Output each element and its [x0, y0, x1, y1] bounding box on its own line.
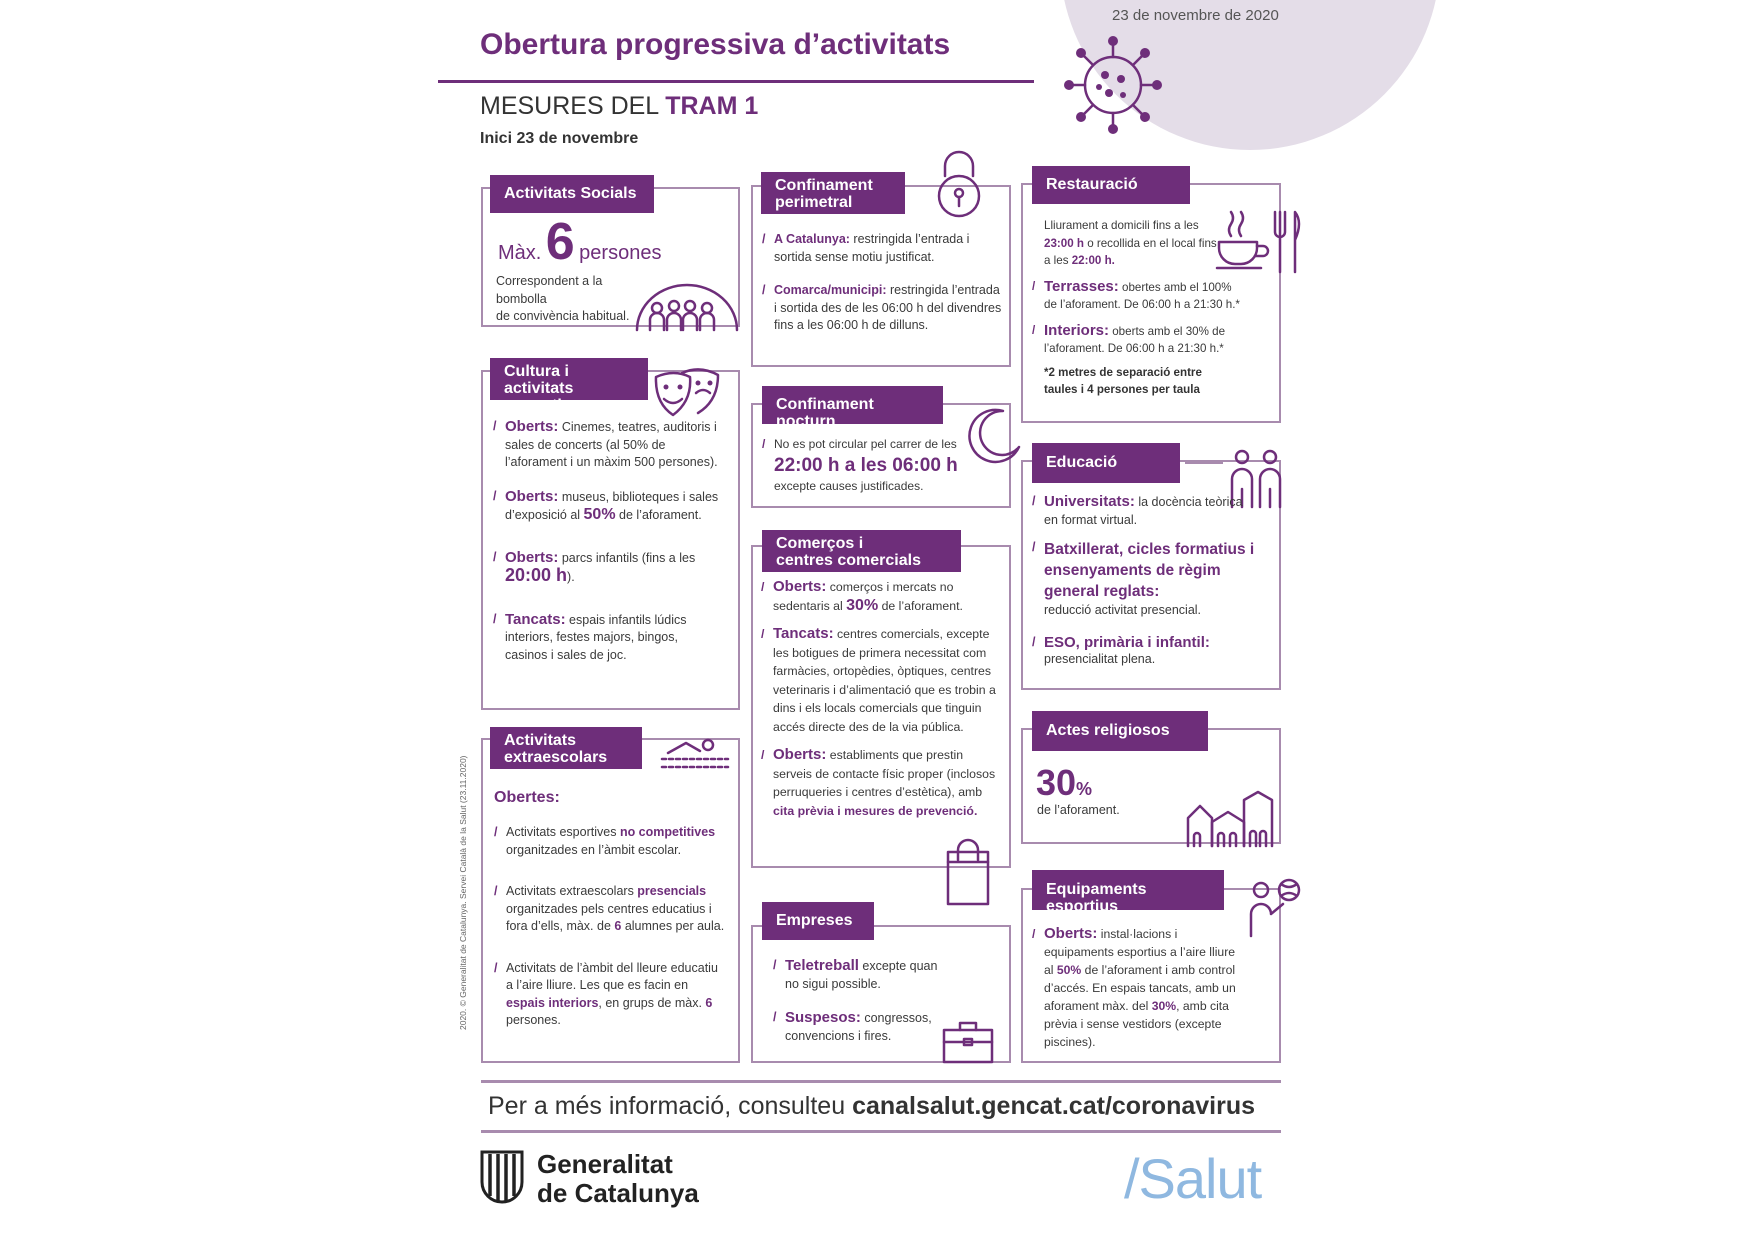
- extraescolars-item-1-a: Activitats esportives: [506, 825, 620, 839]
- comercos-item-1-pct: 30%: [846, 596, 879, 614]
- perimetral-tab-line1: Confinament: [775, 177, 873, 194]
- subtitle-tram: TRAM 1: [665, 92, 759, 120]
- salut-logo: /Salut: [1124, 1147, 1262, 1210]
- educacio-item-2: [1032, 539, 1257, 620]
- cultura-tab-line2: recreatives: [504, 397, 589, 414]
- group-people-icon: [632, 278, 742, 333]
- restauracio-l1a: Lliurament a domicili fins a les: [1044, 219, 1199, 232]
- esportius-tab: Equipaments esportius: [1032, 870, 1224, 910]
- educacio-item-3-label: / ESO, primària i infantil:: [1044, 633, 1210, 651]
- religiosos-tab: Actes religiosos: [1032, 711, 1208, 751]
- subtitle: [480, 92, 758, 121]
- restauracio-l1b: 23:00 h: [1044, 236, 1084, 250]
- extraescolars-heading: Obertes:: [494, 789, 560, 806]
- side-credit: 2020. © Generalitat de Catalunya. Servei Català de la Salut (23.11.2020): [458, 755, 468, 1030]
- generalitat-name-line1: Generalitat: [537, 1149, 673, 1179]
- page-title: Obertura progressiva d’activitats: [480, 28, 951, 61]
- comercos-item-3-label: Oberts:: [773, 746, 827, 763]
- start-date: Inici 23 de novembre: [480, 130, 639, 147]
- extraescolars-tab: [490, 727, 642, 769]
- esportius-pct-1: 50%: [1056, 963, 1082, 977]
- restauracio-item-2-text: oberts amb el 30% de l’aforament. De 06:00 h a 21:30 h.*: [1044, 324, 1226, 355]
- cultura-item-3-label: Oberts:: [505, 548, 559, 566]
- restauracio-item-2: [1032, 322, 1229, 358]
- shopping-bag-icon: [944, 838, 992, 906]
- restauracio-item-1-label: Terrasses:: [1044, 277, 1119, 295]
- restauracio-lliurament: [1032, 217, 1219, 270]
- comercos-item-2: [761, 625, 1001, 736]
- esportius-text-c: , amb cita prèvia i sense vestidors (excepte piscines).: [1044, 999, 1229, 1049]
- cultura-item-3: [493, 549, 723, 587]
- generalitat-name-line2: de Catalunya: [537, 1178, 699, 1208]
- socials-max-suffix: persones: [579, 242, 662, 264]
- perimetral-list: [762, 231, 1002, 335]
- educacio-item-2-label: / Batxillerat, cicles formatius i ensenyaments de règim general reglats:: [1044, 541, 1255, 600]
- cultura-item-3-text-a: parcs infantils (fins a les: [558, 550, 696, 565]
- empreses-item-1-label: Teletreball: [785, 957, 859, 974]
- date-label: 23 de novembre de 2020: [1112, 7, 1279, 24]
- cultura-list: [493, 418, 723, 664]
- perimetral-tab: [761, 172, 905, 214]
- educacio-item-1: [1032, 493, 1257, 529]
- extraescolars-item-3: [494, 960, 726, 1030]
- restauracio-note: *2 metres de separació entre taules i 4 persones per taula: [1044, 365, 1202, 396]
- empreses-item-2-label: Suspesos:: [785, 1009, 861, 1026]
- extraescolars-item-1-b: no competitives: [619, 825, 716, 839]
- extraescolars-item-2-e: alumnes per aula.: [621, 919, 725, 933]
- comercos-item-1-label: Oberts:: [773, 578, 827, 595]
- perimetral-item-2-text: restringida l’entrada i sortida des de les 06:00 h del divendres fins a les 06:00 h de dilluns.: [774, 283, 1002, 332]
- extraescolars-tab-line2: extraescolars: [504, 749, 608, 766]
- empreses-tab: Empreses: [762, 902, 874, 940]
- esportius-label: Oberts:: [1044, 925, 1098, 942]
- comercos-item-1: [761, 578, 1001, 615]
- padlock-icon: [935, 148, 983, 220]
- extraescolars-tab-line1: Activitats: [504, 732, 577, 749]
- extraescolars-item-2-d: 6: [614, 919, 622, 933]
- educacio-item-1-text: la docència teòrica en format virtual.: [1044, 495, 1243, 527]
- cultura-item-4-label: Tancats:: [505, 610, 566, 628]
- athlete-ball-icon: [1247, 876, 1303, 938]
- perimetral-tab-line2: perimetral: [775, 194, 853, 211]
- footer-info: [488, 1092, 1255, 1121]
- perimetral-item-1-text: restringida l’entrada i sortida sense motiu justificat.: [774, 232, 970, 264]
- restauracio-l1c: o recollida en el local fins: [1083, 236, 1217, 250]
- nocturn-line-1: / No es pot circular pel carrer de les: [762, 436, 992, 454]
- restauracio-l1d: a les: [1044, 254, 1072, 267]
- cultura-item-1-label: Oberts:: [505, 418, 559, 435]
- virus-icon: [1063, 35, 1163, 135]
- restauracio-list: [1032, 217, 1242, 399]
- comercos-item-1-text-a: comerços i mercats no sedentaris al: [773, 580, 954, 613]
- cultura-item-2-text-b: de l’aforament.: [615, 508, 702, 522]
- esportius-pct-2: 30%: [1151, 999, 1177, 1013]
- cultura-item-2-text-a: museus, biblioteques i sales d’exposició al: [505, 489, 719, 522]
- extraescolars-item-3-b: espais interiors: [506, 995, 599, 1010]
- comercos-item-2-text: centres comercials, excepte les botigues de primera necessitat com farmàcies, ortopèdies, òptiques, centres veterinaris i d’alimentació que es trobin a dins i els locals comercials que tinguin accés directe des de la via pública.: [773, 627, 996, 734]
- cultura-item-2-pct: 50%: [583, 506, 616, 523]
- empreses-item-1: [773, 957, 948, 993]
- cultura-item-1: [493, 418, 723, 472]
- restauracio-l1e: 22:00 h.: [1071, 254, 1115, 267]
- extraescolars-item-2-b: presencials: [637, 884, 707, 898]
- footer-info-url[interactable]: canalsalut.gencat.cat/coronavirus: [852, 1092, 1255, 1120]
- educacio-tab-rule: [1185, 462, 1223, 464]
- socials-max-prefix: Màx.: [498, 242, 542, 264]
- nocturn-time: 22:00 h a les 06:00 h: [774, 454, 958, 476]
- restauracio-l1-row2: [1044, 235, 1219, 253]
- socials-max-number: 6: [545, 213, 575, 271]
- swimmer-icon: [660, 735, 730, 771]
- comercos-tab-line2: centres comercials: [776, 552, 921, 569]
- cultura-tab-line1: Cultura i activitats: [504, 363, 574, 397]
- comercos-list: [761, 578, 1001, 820]
- educacio-tab: Educació: [1032, 443, 1180, 483]
- nocturn-tab: Confinament nocturn: [762, 386, 943, 424]
- restauracio-item-1-text: obertes amb el 100% de l’aforament. De 06:00 h a 21:30 h.*: [1044, 280, 1240, 311]
- cultura-item-3-text-b: ).: [567, 570, 575, 584]
- cultura-item-4-text: espais infantils lúdics interiors, festes majors, bingos, casinos i sales de joc.: [505, 612, 687, 662]
- comercos-item-1-text-b: de l’aforament.: [878, 598, 963, 613]
- extraescolars-item-2: [494, 883, 726, 936]
- esportius-text-b: de l’aforament i amb control d’accés. En espais tancats, amb un aforament màx. del: [1044, 963, 1236, 1013]
- educacio-list: [1032, 493, 1257, 669]
- religiosos-text: de l’aforament.: [1037, 803, 1120, 817]
- perimetral-item-1: [762, 231, 1002, 266]
- esportius-text: [1032, 925, 1247, 1051]
- educacio-item-3-text: presencialitat plena.: [1044, 652, 1156, 666]
- extraescolars-item-1-c: organitzades en l’àmbit escolar.: [506, 842, 682, 857]
- footer-rule-bottom: [481, 1130, 1281, 1133]
- religiosos-pct-number: 30: [1036, 762, 1077, 803]
- extraescolars-item-2-a: Activitats extraescolars: [506, 884, 638, 898]
- comercos-item-3-bold: cita prèvia i mesures de prevenció.: [773, 803, 978, 818]
- extraescolars-item-3-d: 6: [705, 995, 713, 1010]
- extraescolars-item-1: [494, 824, 726, 859]
- generalitat-name: [537, 1150, 699, 1208]
- educacio-item-1-label: Universitats:: [1044, 493, 1135, 510]
- title-rule: [438, 80, 1034, 83]
- restauracio-tab: Restauració: [1032, 166, 1190, 204]
- cultura-item-2-label: Oberts:: [505, 487, 559, 505]
- esportius-item: [1032, 925, 1247, 1051]
- socials-max: [498, 212, 661, 272]
- nocturn-line-2: excepte causes justificades.: [774, 478, 924, 493]
- perimetral-item-2: [762, 282, 1002, 335]
- cultura-tab: [490, 358, 648, 414]
- socials-note-2: de convivència habitual.: [496, 309, 630, 323]
- cultura-item-4: [493, 611, 723, 665]
- nocturn-text: [762, 436, 992, 495]
- empreses-item-2-text: congressos, convencions i fires.: [785, 1011, 932, 1043]
- comercos-tab: [762, 530, 961, 572]
- cultura-item-3-time: 20:00 h: [505, 565, 568, 585]
- educacio-item-2-text: reducció activitat presencial.: [1044, 603, 1202, 617]
- socials-note-1: Correspondent a la bombolla: [496, 274, 603, 306]
- extraescolars-item-3-a: Activitats de l’àmbit del lleure educatiu a l’aire lliure. Les que es facin en: [506, 960, 718, 992]
- comercos-item-3: [761, 746, 1001, 820]
- comercos-tab-line1: Comerços i: [776, 535, 864, 552]
- empreses-item-2: [773, 1009, 948, 1045]
- empreses-list: [773, 957, 948, 1045]
- briefcase-icon: [940, 1018, 996, 1066]
- comercos-item-2-label: Tancats:: [773, 625, 834, 642]
- perimetral-item-2-label: Comarca/municipi:: [774, 283, 887, 297]
- restauracio-l1-row3: [1044, 252, 1219, 270]
- subtitle-prefix: MESURES DEL: [480, 92, 666, 120]
- comercos-item-3-text: establiments que prestin serveis de contacte físic proper (inclosos perruqueries i centres d’estètica), amb: [773, 748, 996, 799]
- restauracio-item-1: [1032, 278, 1242, 314]
- empreses-item-1-text: excepte quan no sigui possible.: [785, 959, 938, 991]
- cultura-item-1-text: Cinemes, teatres, auditoris i sales de concerts (al 50% de l’aforament i un màxim 500 persones).: [505, 420, 718, 469]
- religiosos-pct: [1036, 762, 1092, 804]
- theater-masks-icon: [652, 365, 732, 425]
- perimetral-item-1-label: A Catalunya:: [774, 232, 850, 246]
- footer-rule-top: [481, 1080, 1281, 1083]
- restauracio-item-2-label: Interiors:: [1044, 321, 1110, 339]
- footer-info-prefix: Per a més informació, consulteu: [488, 1092, 853, 1120]
- extraescolars-list: [494, 824, 726, 1030]
- educacio-item-3: [1032, 634, 1257, 669]
- religiosos-pct-sign: %: [1076, 779, 1093, 799]
- esportius-text-a: instal·lacions i equipaments esportius a l’aire lliure al: [1044, 927, 1236, 977]
- extraescolars-item-2-c: organitzades pels centres educatius i fora d’ells, màx. de: [506, 901, 712, 933]
- extraescolars-item-3-e: persones.: [506, 1013, 561, 1027]
- cultura-item-2: [493, 488, 723, 525]
- socials-tab: Activitats Socials: [490, 175, 654, 213]
- generalitat-logo-icon: [480, 1150, 524, 1204]
- church-buildings-icon: [1186, 790, 1278, 848]
- extraescolars-item-3-c: , en grups de màx.: [598, 995, 706, 1010]
